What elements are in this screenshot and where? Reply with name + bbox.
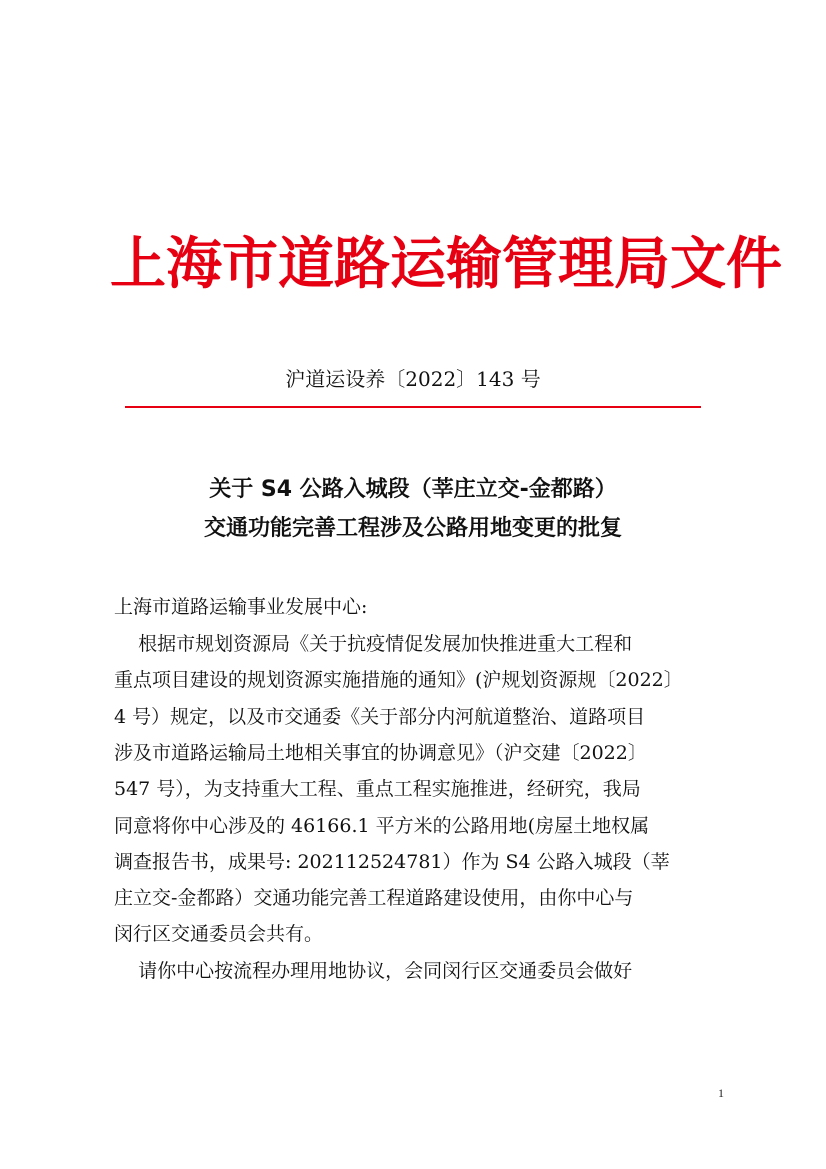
body-line: 重点项目建设的规划资源实施措施的通知》(沪规划资源规〔2022〕 xyxy=(114,669,683,692)
body-line: 4 号）规定，以及市交通委《关于部分内河航道整治、道路项目 xyxy=(114,705,646,728)
body-line: 请你中心按流程办理用地协议，会同闵行区交通委员会做好 xyxy=(114,959,633,982)
document-title-line-1: 关于 S4 公路入城段（莘庄立交-金都路） xyxy=(209,477,617,502)
salutation: 上海市道路运输事业发展中心: xyxy=(114,596,368,618)
body-line: 涉及市道路运输局土地相关事宜的协调意见》（沪交建〔2022〕 xyxy=(114,741,647,764)
body-line: 庄立交-金都路）交通功能完善工程道路建设使用，由你中心与 xyxy=(114,887,634,910)
document-number: 沪道运设养〔2022〕143 号 xyxy=(285,367,541,391)
body-line: 闵行区交通委员会共有。 xyxy=(114,923,324,946)
body-line: 同意将你中心涉及的 46166.1 平方米的公路用地(房屋土地权属 xyxy=(114,814,650,837)
body-line: 调查报告书，成果号: 202112524781）作为 S4 公路入城段（莘 xyxy=(114,850,670,873)
body-line: 547 号），为支持重大工程、重点工程实施推进，经研究，我局 xyxy=(114,778,641,801)
masthead-title: 上海市道路运输管理局文件 xyxy=(110,231,782,297)
red-divider-line xyxy=(125,406,701,408)
body-line: 根据市规划资源局《关于抗疫情促发展加快推进重大工程和 xyxy=(114,633,633,655)
document-title-line-2: 交通功能完善工程涉及公路用地变更的批复 xyxy=(203,516,622,541)
page-number: 1 xyxy=(718,1086,724,1100)
